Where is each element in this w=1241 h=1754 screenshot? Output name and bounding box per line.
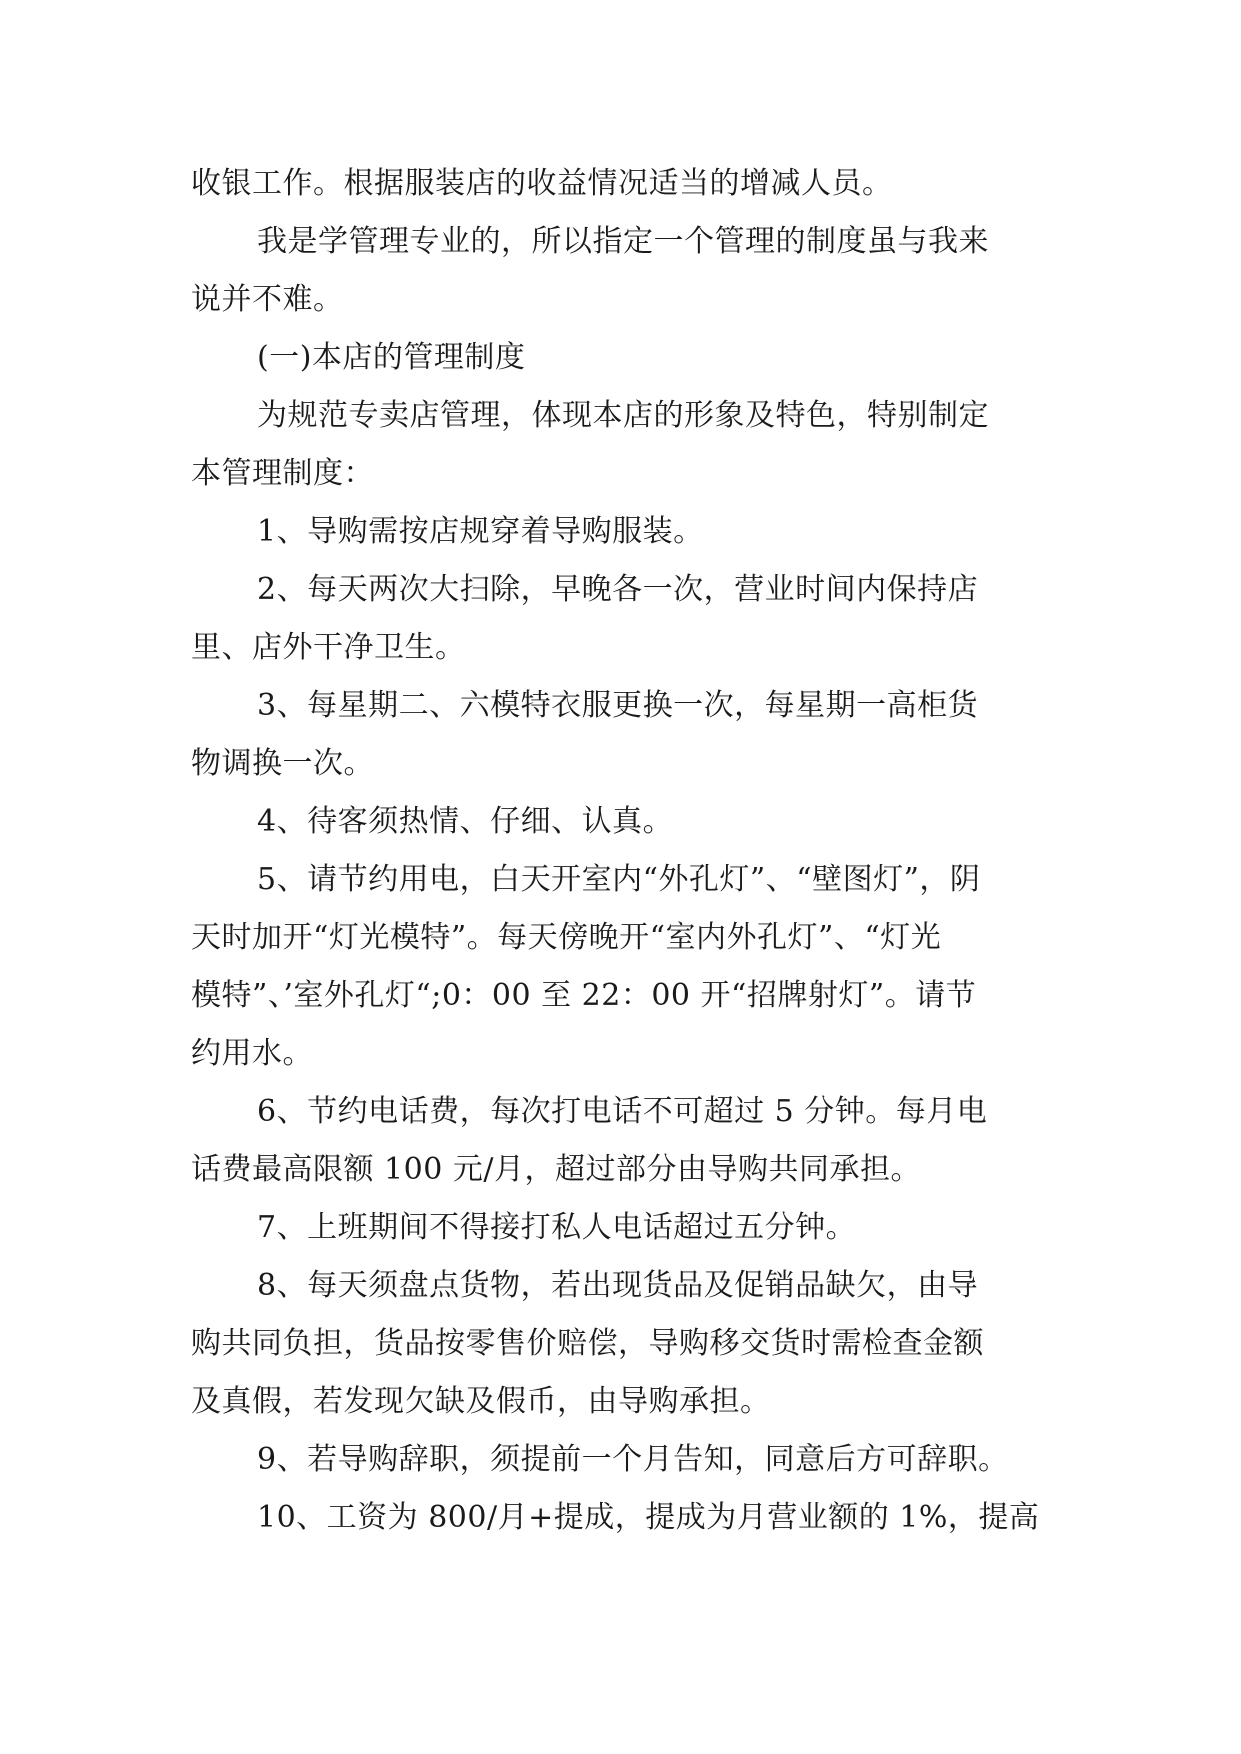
rule-item-5: 5、请节约用电，白天开室内“外孔灯”、“壁图灯”，阴 — [257, 862, 981, 897]
text-line: 说并不难。 — [191, 282, 344, 317]
text-line: 为规范专卖店管理，体现本店的形象及特色，特别制定 — [257, 398, 989, 433]
text-line: 天时加开“灯光模特”。每天傍晚开“室内外孔灯”、“灯光 — [191, 920, 942, 955]
text-line: 模特”、’室外孔灯“;0：00 至 22：00 开“招牌射灯”。请节 — [191, 978, 977, 1013]
text-line: 我是学管理专业的，所以指定一个管理的制度虽与我来 — [257, 224, 989, 259]
rule-item-6: 6、节约电话费，每次打电话不可超过 5 分钟。每月电 — [257, 1094, 988, 1129]
text-line: 本管理制度： — [191, 456, 374, 491]
section-heading: (一)本店的管理制度 — [257, 340, 526, 375]
text-line: 物调换一次。 — [191, 746, 374, 781]
text-line: 里、店外干净卫生。 — [191, 630, 466, 665]
rule-item-1: 1、导购需按店规穿着导购服装。 — [257, 514, 704, 549]
text-line: 收银工作。根据服装店的收益情况适当的增减人员。 — [191, 166, 893, 201]
text-line: 及真假，若发现欠缺及假币，由导购承担。 — [191, 1384, 771, 1419]
rule-item-7: 7、上班期间不得接打私人电话超过五分钟。 — [257, 1210, 857, 1245]
rule-item-2: 2、每天两次大扫除，早晚各一次，营业时间内保持店 — [257, 572, 979, 607]
text-line: 购共同负担，货品按零售价赔偿，导购移交货时需检查金额 — [191, 1326, 984, 1361]
rule-item-9: 9、若导购辞职，须提前一个月告知，同意后方可辞职。 — [257, 1442, 1009, 1477]
document-body — [191, 155, 1051, 1547]
text-line: 约用水。 — [191, 1036, 313, 1071]
rule-item-10: 10、工资为 800/月+提成，提成为月营业额的 1%，提高 — [257, 1500, 1040, 1535]
text-line: 话费最高限额 100 元/月，超过部分由导购共同承担。 — [191, 1152, 921, 1187]
rule-item-4: 4、待客须热情、仔细、认真。 — [257, 804, 674, 839]
rule-item-8: 8、每天须盘点货物，若出现货品及促销品缺欠，由导 — [257, 1268, 979, 1303]
rule-item-3: 3、每星期二、六模特衣服更换一次，每星期一高柜货 — [257, 688, 979, 723]
